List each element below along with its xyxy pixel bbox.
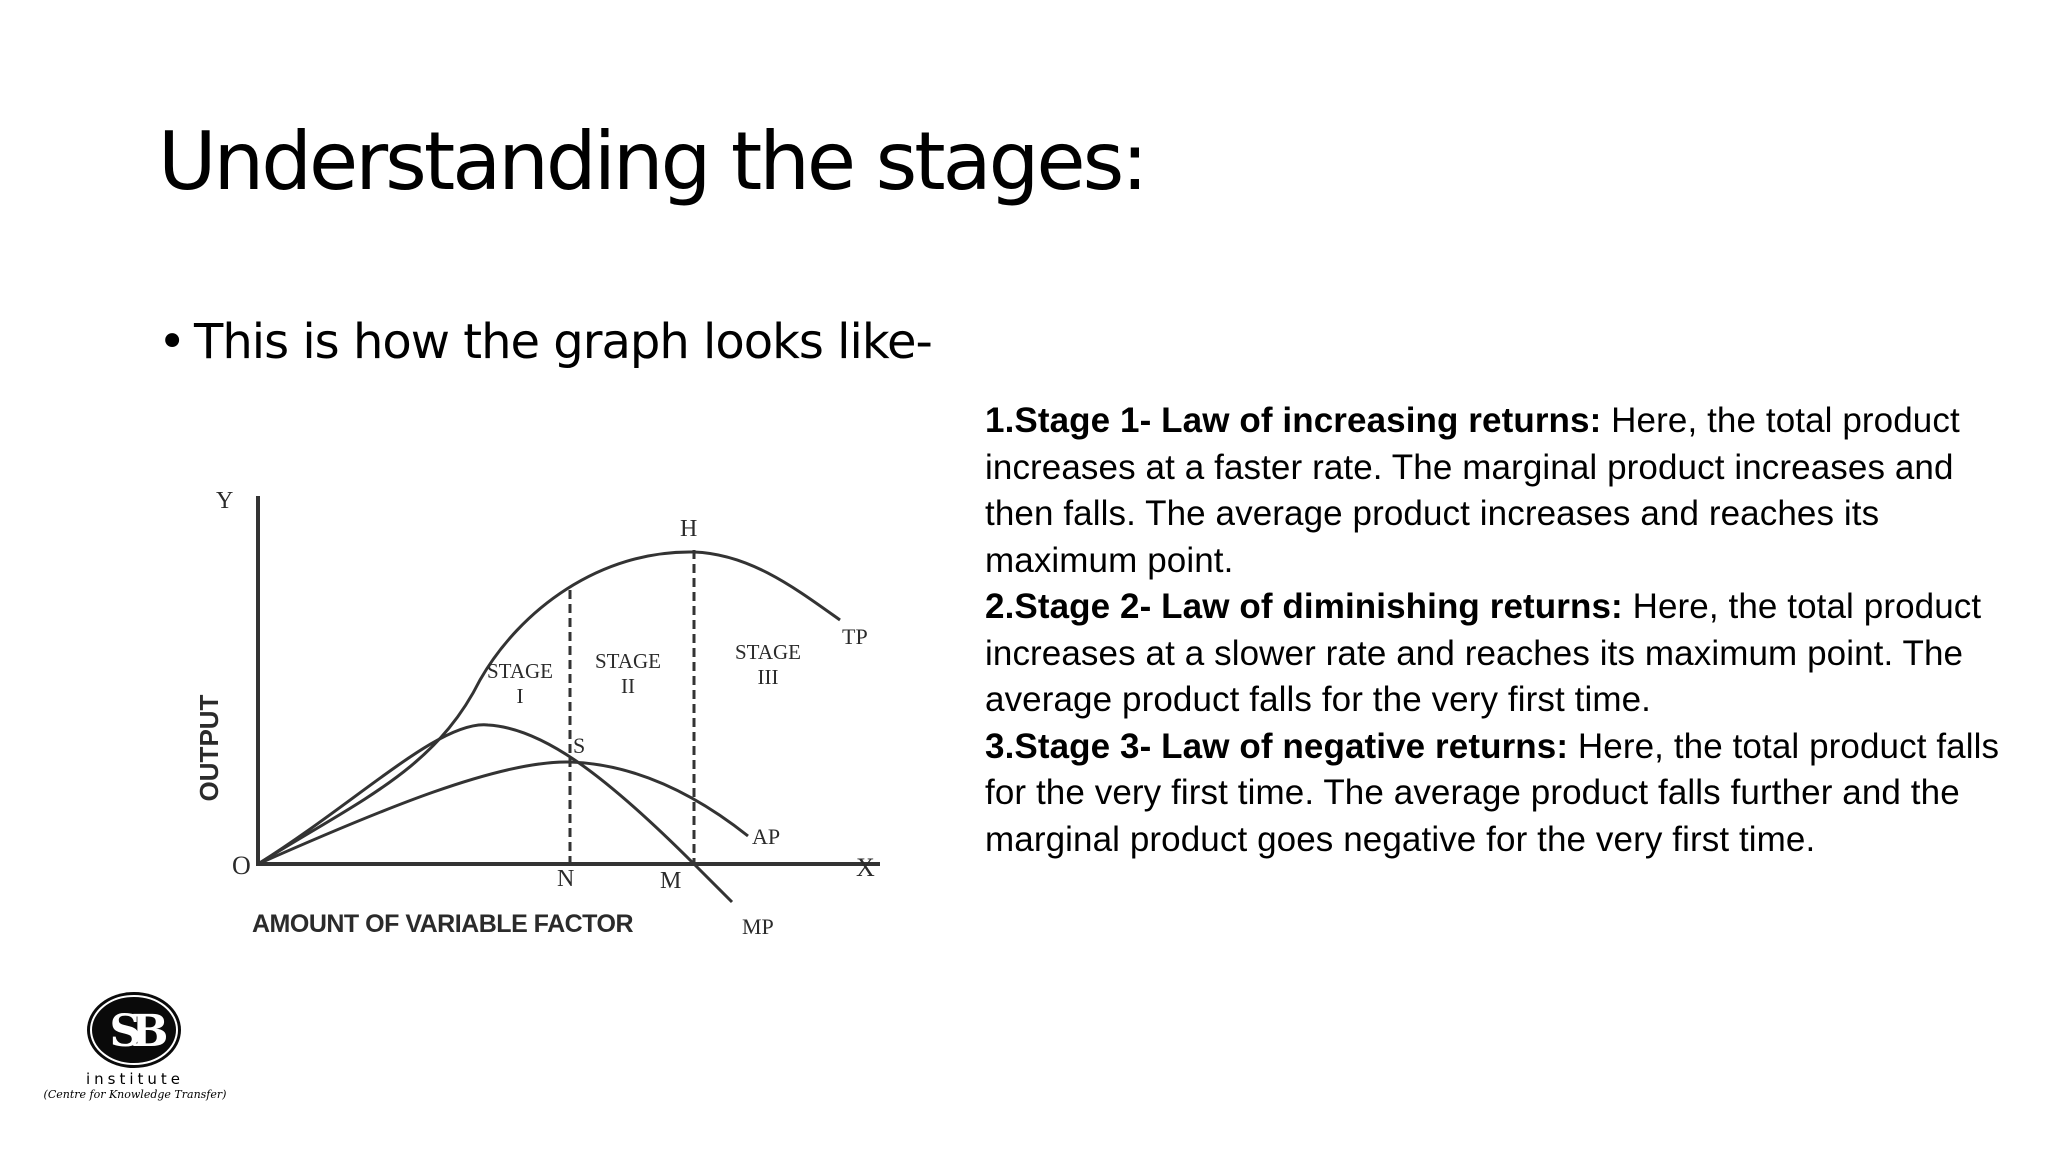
point-s-label: S — [573, 733, 586, 758]
y-axis-title: OUTPUT — [194, 694, 224, 802]
mp-label: MP — [742, 914, 774, 939]
stage-2-body: Here, the total product increases at a slower rate and reaches its maximum point. The average product falls for the very first time. — [985, 587, 1982, 719]
stage-2-numeral: II — [621, 674, 635, 698]
stage-2-paragraph — [985, 584, 2005, 724]
origin-label: O — [232, 851, 251, 880]
bullet-text: This is how the graph looks like- — [194, 314, 932, 370]
stages-description — [985, 398, 2005, 863]
point-n-label: N — [557, 866, 575, 892]
stage-1-numeral: I — [516, 684, 524, 708]
logo-word: institute — [85, 1070, 185, 1088]
stage-3-label: STAGE — [735, 640, 801, 664]
stage-3-paragraph — [985, 724, 2005, 864]
y-axis-letter: Y — [216, 488, 234, 514]
slide-title: Understanding the stages: — [158, 115, 1146, 208]
stage-2-heading: 2.Stage 2- Law of diminishing returns: — [985, 587, 1623, 626]
x-axis-title: AMOUNT OF VARIABLE FACTOR — [252, 910, 634, 938]
tp-label: TP — [842, 624, 868, 649]
sb-logo-icon — [84, 990, 184, 1070]
ap-label: AP — [752, 824, 781, 849]
point-m-label: M — [660, 868, 682, 894]
stage-1-label: STAGE — [487, 659, 553, 683]
stage-2-label: STAGE — [595, 649, 661, 673]
point-h-label: H — [680, 516, 698, 542]
logo-tagline: (Centre for Knowledge Transfer) — [43, 1088, 227, 1101]
stage-1-paragraph — [985, 398, 2005, 584]
x-axis-letter: X — [856, 853, 875, 882]
bullet-point — [158, 314, 932, 370]
stage-3-body: Here, the total product falls for the very first time. The average product falls further and the marginal product goes negative for the very first time. — [985, 726, 2000, 859]
bullet-dot-icon: • — [158, 314, 186, 370]
svg-text:SB: SB — [109, 1006, 159, 1057]
tp-curve — [258, 552, 840, 864]
stage-1-body: Here, the total product increases at a faster rate. The marginal product increases and then falls. The average product increases and reaches its maximum point. — [985, 401, 1960, 580]
stage-3-numeral: III — [757, 665, 779, 689]
production-stages-graph — [180, 470, 920, 950]
stage-1-heading: 1.Stage 1- Law of increasing returns: — [985, 401, 1602, 440]
stage-3-heading: 3.Stage 3- Law of negative returns: — [985, 726, 1569, 766]
sb-institute-logo — [30, 990, 250, 1120]
